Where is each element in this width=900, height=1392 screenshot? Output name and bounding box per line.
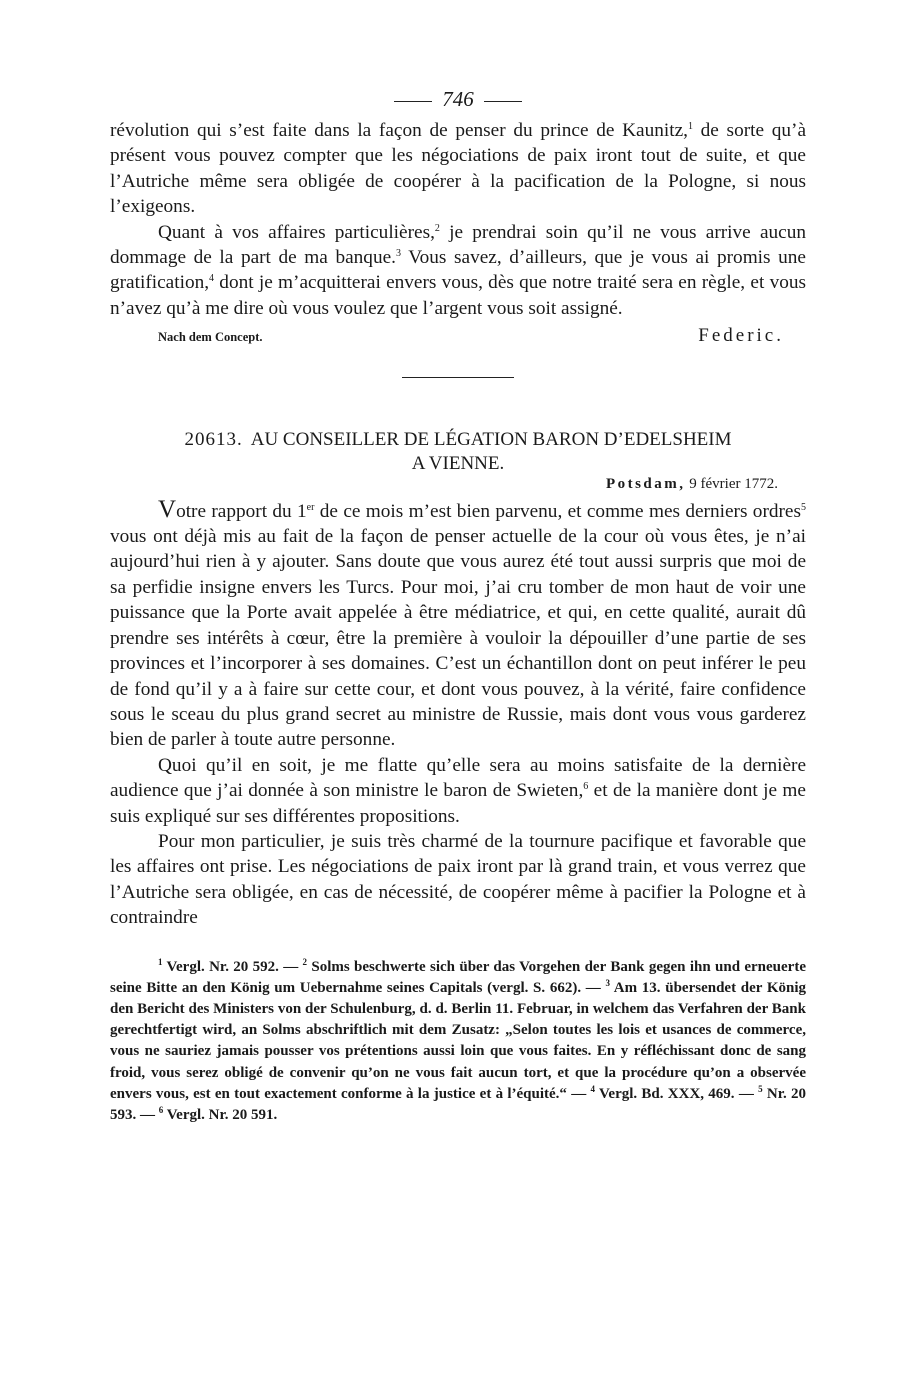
footnote-text: Vergl. Nr. 20 591. — [163, 1106, 278, 1123]
letter-2-paragraph-3: Pour mon particulier, je suis très charmé de la tournure pacifique et favorable que les affaires ont prise. Les négociations de paix iront par là grand train, et vous verrez que l’Autriche sera obligée, en cas de nécessité, de coopérer même à pacifier la Pologne et à contraindre — [110, 830, 806, 929]
text-run: et de la manière dont je me suis expliqué sur ses différentes propositions. — [110, 780, 806, 827]
page-number: 746 — [442, 87, 474, 111]
date-place: Potsdam, — [605, 475, 686, 492]
header-dash-right — [484, 101, 522, 102]
letter-1-paragraph-1 — [110, 118, 806, 220]
heading-title: AU CONSEILLER DE LÉGATION BARON D’EDELSHEIM — [250, 428, 732, 450]
letter-1 — [110, 118, 806, 351]
text-run: dont je m’acquitterai envers vous, dès que notre traité sera en règle, et vous n’avez qu’à me dire où vous voulez que l’argent vous soit assigné. — [110, 272, 806, 319]
footnote-ref: 1 — [687, 121, 693, 132]
text-run: je prendrai soin qu’il ne vous arrive aucun dommage de la part de ma banque. — [110, 221, 806, 269]
footnote-text: Vergl. Nr. 20 592. — — [162, 958, 303, 975]
footnote-marker: 1 — [158, 956, 163, 967]
footnote-ref: 6 — [583, 781, 589, 793]
footnote-marker: 3 — [605, 977, 610, 988]
footnote-ref: 5 — [800, 501, 806, 513]
date: 9 février 1772. — [685, 475, 778, 492]
text-run: Vous savez, d’ailleurs, que je vous ai promis une gratification, — [110, 247, 806, 294]
footnote-marker: 6 — [158, 1104, 164, 1115]
header-dash-left — [394, 101, 432, 102]
footnote-marker: 4 — [590, 1083, 595, 1094]
text-run: Quant à vos affaires particulières, — [158, 221, 435, 243]
letter-2-heading — [110, 428, 806, 476]
page — [110, 80, 806, 1126]
footnote-block — [110, 957, 806, 1127]
heading-line-2: A VIENNE. — [411, 452, 505, 474]
letter-2-paragraph-1 — [110, 497, 806, 753]
footnote-text: Solms beschwerte sich über das Vorgehen der Bank gegen ihn und erneuerte seine Bitte an den König um Uebernahme seines Capitals (vergl. S. 662). — — [110, 958, 806, 996]
footnote-ref: 4 — [209, 273, 215, 285]
footnote-ref: 2 — [434, 222, 440, 234]
superscript: er — [306, 501, 315, 513]
footnote-text: Vergl. Bd. XXX, 469. — — [594, 1085, 759, 1102]
footnote-ref: 3 — [395, 248, 401, 260]
footnote-marker: 2 — [302, 956, 308, 967]
signature: Federic. — [698, 325, 784, 347]
letter-1-paragraph-2 — [110, 220, 806, 322]
footnote-text: Nr. 20 593. — — [110, 1085, 806, 1123]
text-run: révolution qui s’est faite dans la façon de penser du prince de Kaunitz, — [110, 120, 688, 141]
letter-number: 20613. — [184, 428, 243, 450]
dateline — [110, 476, 806, 493]
page-header — [110, 80, 806, 118]
footnote-text: Am 13. übersendet der König den Bericht des Ministers von der Schulenburg, d. d. Berlin 11. Februar, in welchem das Verfahren der Bank gerechtfertigt wird, an Solms abschriftlich mit dem Zusatz: „Selon toutes les lois et usances de commerce, vous ne sauriez jamais pousser vos prétentions aussi loin que vous faites. En y réfléchissant donc de sang froid, vous serez obligé de convenir qu’on ne vous fait aucun tort, et que la procédure qu’on a observée envers vous, est en tout exactement conforme à la justice et à l’équité.“ — — [110, 979, 806, 1102]
signature-row — [110, 323, 806, 350]
initial-letter: V — [158, 495, 177, 523]
letter-2-paragraph-2 — [110, 753, 806, 829]
source-note: Nach dem Concept. — [158, 330, 263, 345]
text-run: otre rapport du 1 — [176, 500, 307, 522]
text-run: de ce mois m’est bien parvenu, et comme mes derniers ordres — [314, 500, 801, 522]
text-run: de sorte qu’à présent vous pouvez compter que les négociations de paix iront tout de suite, et que l’Autriche même sera obligée de coopérer à la pacification de la Pologne, si nous l’exigeons. — [110, 120, 806, 218]
letter-2 — [110, 497, 806, 931]
text-run: vous ont déjà mis au fait de la façon de penser actuelle de la cour où vous êtes, je n’ai aujourd’hui rien à y ajouter. Sans doute que vous aurez été tout aussi surpris que moi de sa perfidie insigne envers les Turcs. Pour moi, j’ai cru tomber de mon haut de voir une puissance que la Porte avait appelée à être médiatrice, et qui, en cette qualité, aurait dû prendre ses intérêts à cœur, être la première à vouloir la dépouiller d’une partie de ses provinces et l’incorporer à ses domaines. C’est un échantillon dont on peut inférer le peu de fond qu’il y a à faire sur cette cour, et dont vous pouvez, à la vérité, faire confidence sous le sceau du plus grand secret au ministre de Russie, mais dont vous vous garderez bien de parler à toute autre personne. — [110, 526, 806, 751]
footnote-marker: 5 — [758, 1083, 763, 1094]
footnotes — [110, 957, 806, 1127]
section-separator — [402, 377, 514, 378]
text-run: Quoi qu’il en soit, je me flatte qu’elle sera au moins satisfaite de la dernière audience que j’ai donnée à son ministre le baron de Swieten, — [110, 754, 806, 802]
heading-line-1 — [110, 428, 806, 452]
